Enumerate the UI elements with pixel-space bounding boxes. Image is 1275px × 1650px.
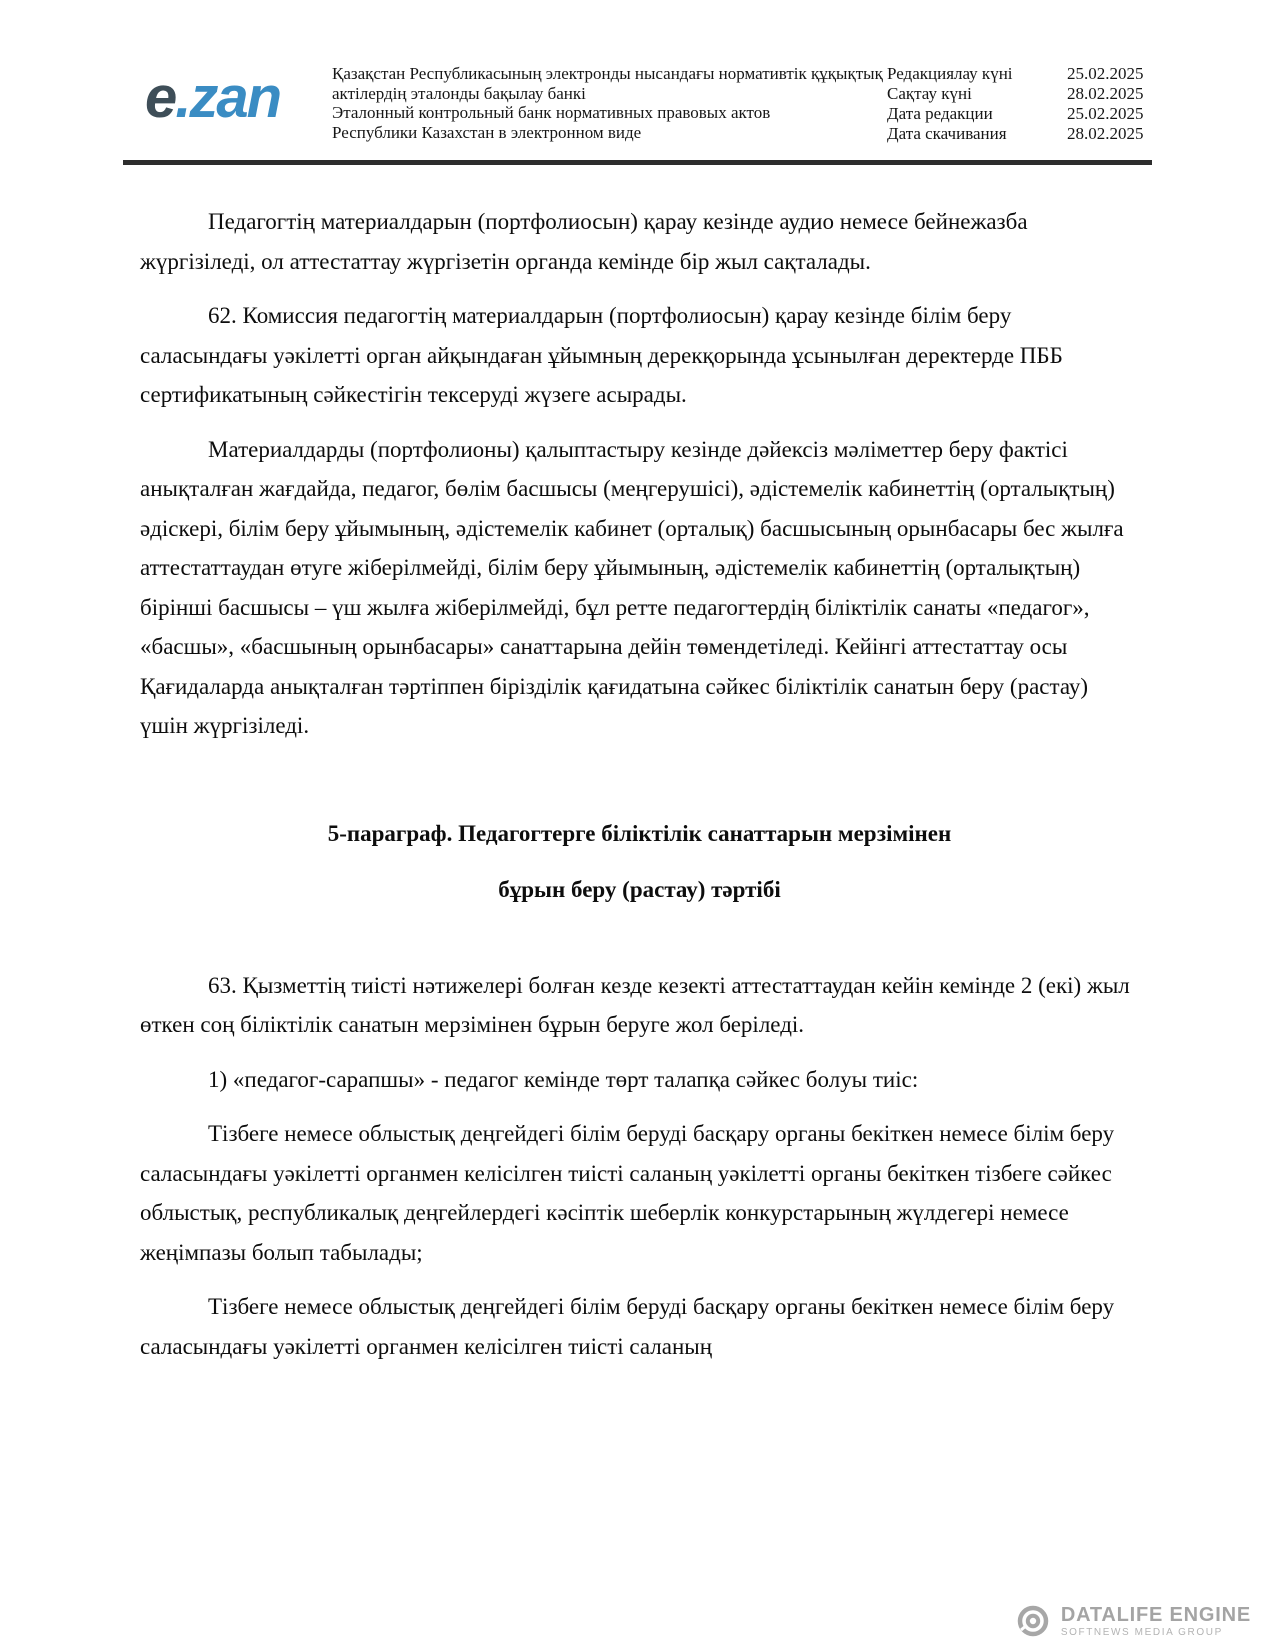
date-row: [887, 124, 1155, 144]
org-description: [332, 58, 887, 142]
section-heading-line-2: бұрын беру (растау) тәртібі: [498, 876, 781, 902]
paragraph: Тізбеге немесе облыстық деңгейдегі білім беруді басқару органы бекіткен немесе білім беру саласындағы уәкілетті органмен келісілген тиісті саланың: [140, 1294, 1115, 1359]
org-line-ru-2: Республики Казахстан в электронном виде: [332, 122, 642, 142]
date-row: [887, 104, 1155, 124]
paragraph-63: 63. Қызметтің тиісті нәтижелері болған кезде кезекті аттестаттаудан кейін кемінде 2 (екі) жыл өткен соң біліктілік санатын мерзімінен бұрын беруге жол беріледі.: [140, 972, 1130, 1037]
page-header: [145, 58, 1155, 144]
brand-subtitle: SOFTNEWS MEDIA GROUP: [1060, 1626, 1223, 1638]
date-label-save-kk: Сақтау күні: [887, 84, 972, 103]
document-body: [140, 202, 1139, 1366]
paragraph: Тізбеге немесе облыстық деңгейдегі білім беруді басқару органы бекіткен немесе білім беру саласындағы уәкілетті органмен келісілген тиісті саланың уәкілетті органы бекіткен тізбеге сәйкес облыстық, республикалық деңгейлердегі кәсіптік шеберлік конкурстарының жүлдегері немесе жеңімпазы болып табылады;: [140, 1121, 1115, 1265]
ezan-logo-e: e: [145, 65, 176, 130]
section-heading-paragraph-5: [140, 806, 1139, 918]
date-value-edit-ru: 25.02.2025: [1067, 104, 1144, 123]
ezan-logo-dot: .: [175, 65, 190, 130]
paragraph: Материалдарды (портфолионы) қалыптастыру кезінде дәйексіз мәліметтер беру фактісі анықталған жағдайда, педагог, бөлім басшысы (меңгерушісі), әдістемелік кабинеттің (орталықтың) әдіскері, білім беру ұйымының, әдістемелік кабинет (орталық) басшысының орынбасары бес жылға аттестаттаудан өтуге жіберілмейді, білім беру ұйымының, әдістемелік кабинеттің (орталықтың) бірінші басшысы – үш жылға жіберілмейді, бұл ретте педагогтердің біліктілік санаты «педагог», «басшы», «басшының орынбасары» санаттарына дейін төмендетіледі. Кейінгі аттестаттау осы Қағидаларда анықталған тәртіппен бірізділік қағидатына сәйкес біліктілік санатын беру (растау) үшін жүргізіледі.: [140, 436, 1124, 738]
org-line-kk-1: Қазақстан Республикасының электронды нысандағы нормативтік құқықтық: [332, 64, 883, 83]
datalife-engine-brand: [1014, 1604, 1251, 1638]
brand-name: DATALIFE ENGINE: [1060, 1603, 1251, 1626]
paragraph-item-1: 1) «педагог-сарапшы» - педагог кемінде төрт талапқа сәйкес болуы тиіс:: [208, 1066, 919, 1092]
date-row: [887, 64, 1155, 84]
org-line-ru-1: Эталонный контрольный банк нормативных правовых актов: [332, 103, 771, 122]
date-label-edit-kk: Редакциялау күні: [887, 64, 1013, 83]
ezan-logo: [145, 58, 332, 138]
org-line-kk-2: актілердің эталонды бақылау банкі: [332, 83, 586, 103]
section-heading-line-1: 5-параграф. Педагогтерге біліктілік санаттарын мерзімінен: [327, 820, 952, 846]
date-value-save-kk: 28.02.2025: [1067, 84, 1144, 103]
paragraph: Педагогтің материалдарын (портфолиосын) қарау кезінде аудио немесе бейнежазба жүргізіледі, ол аттестаттау жүргізетін органда кемінде бір жыл сақталады.: [140, 209, 1028, 274]
date-value-download-ru: 28.02.2025: [1067, 124, 1144, 143]
date-row: [887, 84, 1155, 104]
date-value-edit-kk: 25.02.2025: [1067, 64, 1144, 83]
header-divider: [123, 160, 1152, 165]
paragraph-62: 62. Комиссия педагогтің материалдарын (портфолиосын) қарау кезінде білім беру саласындағы уәкілетті орган айқындаған ұйымның дерекқорында ұсынылған деректерде ПББ сертификатының сәйкестігін тексеруді жүзеге асырады.: [140, 303, 1063, 407]
brand-text: [1061, 1605, 1251, 1638]
ezan-logo-zan: zan: [189, 65, 281, 130]
datalife-eye-icon: [1014, 1604, 1052, 1638]
date-label-edit-ru: Дата редакции: [887, 104, 993, 123]
date-label-download-ru: Дата скачивания: [887, 124, 1007, 143]
date-table: [887, 58, 1155, 144]
